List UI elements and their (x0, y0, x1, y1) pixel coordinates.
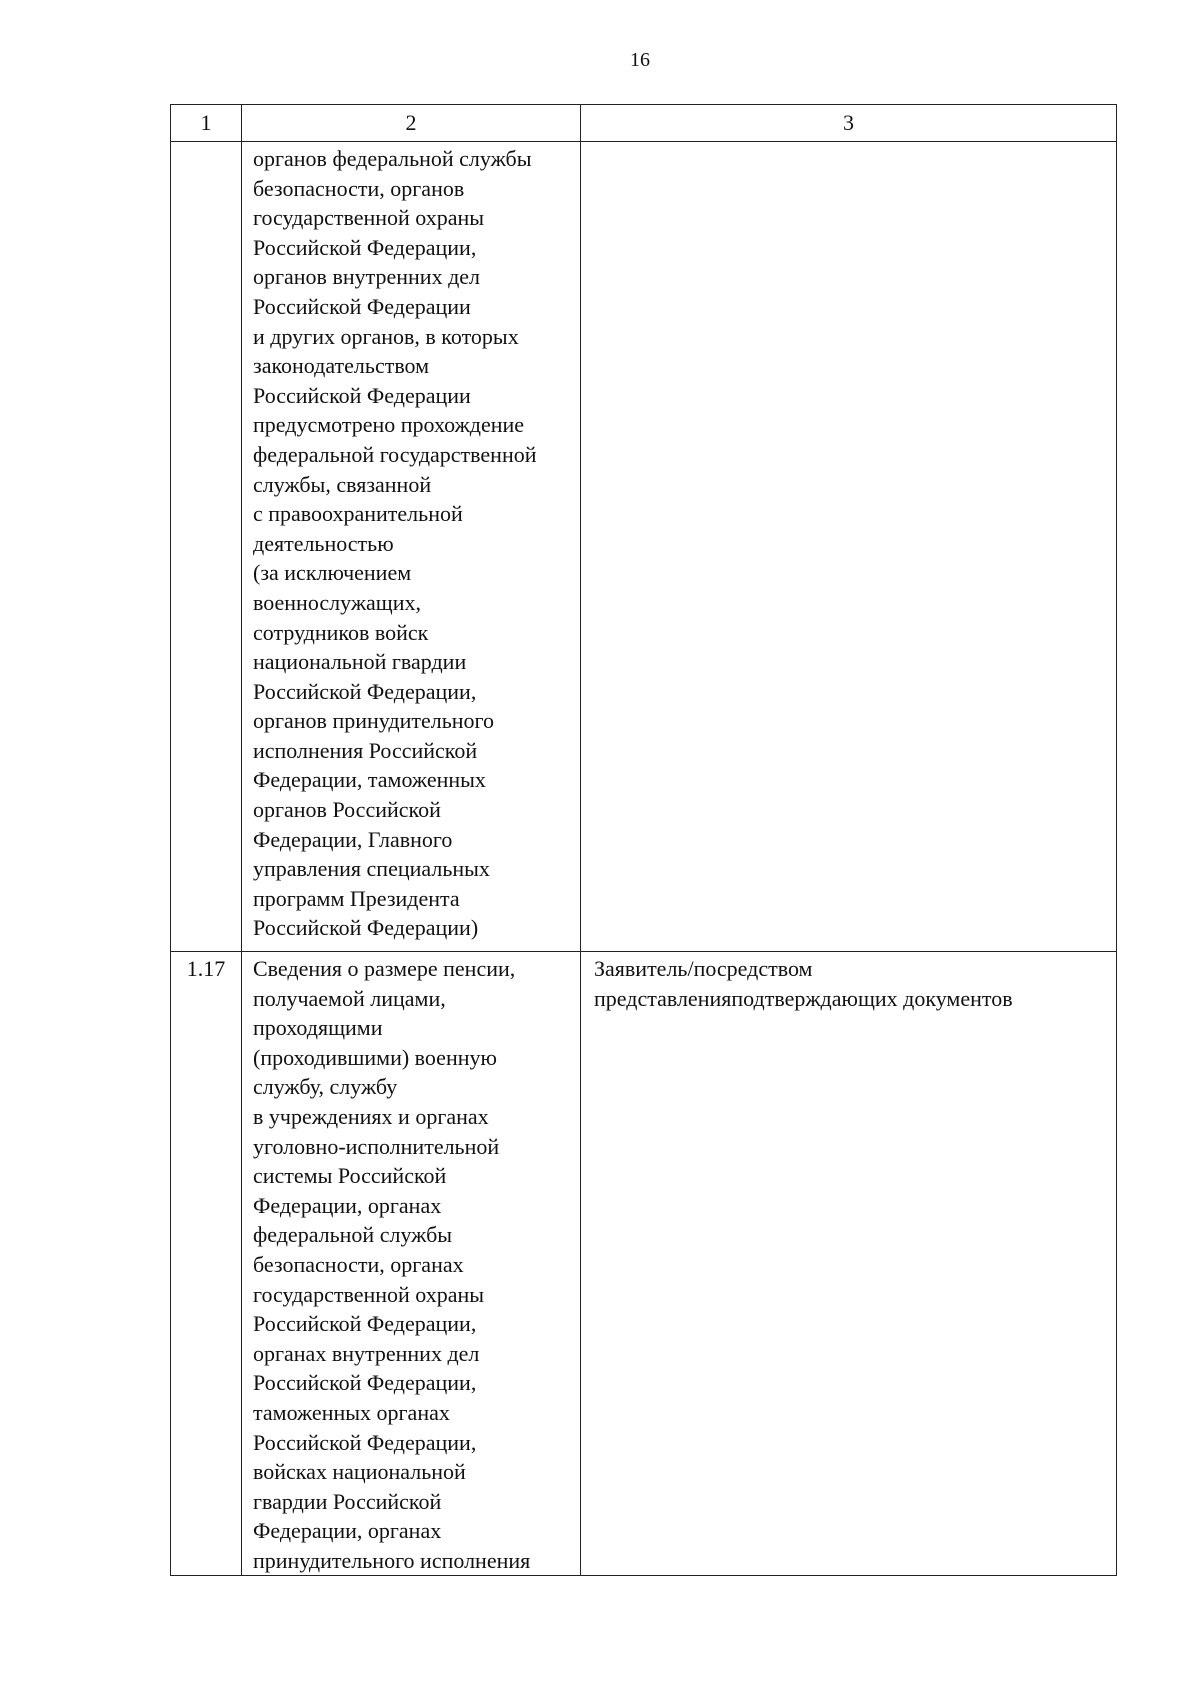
table-header-row (171, 105, 1117, 142)
description-line: уголовно-исполнительной (253, 1133, 500, 1159)
description-line: Российской Федерации (253, 293, 471, 319)
description-line: службы, связанной (253, 471, 432, 497)
description-line: Российской Федерации, (253, 1429, 477, 1455)
description-line: Федерации, Главного (253, 826, 453, 852)
description-line: безопасности, органов (253, 175, 465, 201)
description-line: Федерации, органах (253, 1192, 442, 1218)
description-line: службу, службу (253, 1074, 398, 1100)
description-line: сотрудников войск (253, 619, 429, 645)
page-number: 16 (630, 49, 650, 71)
description-line: принудительного исполнения (253, 1547, 531, 1573)
description-line: военнослужащих, (253, 589, 421, 615)
description-line: Российской Федерации, (253, 1370, 477, 1396)
description-line: (проходившими) военную (253, 1044, 497, 1070)
description-line: таможенных органах (253, 1399, 450, 1425)
description-line: национальной гвардии (253, 649, 467, 675)
description-line: системы Российской (253, 1163, 447, 1189)
description-line: в учреждениях и органах (253, 1103, 489, 1129)
source-line: подтверждающих документов (731, 985, 1013, 1011)
description-line: государственной охраны (253, 1281, 485, 1307)
description-line: Российской Федерации, (253, 1311, 477, 1337)
description-line: и других органов, в которых (253, 323, 519, 349)
description-line: с правоохранительной (253, 501, 463, 527)
description-line: деятельностью (253, 530, 394, 556)
description-line: органов принудительного (253, 708, 494, 734)
description-line: органах внутренних дел (253, 1340, 480, 1366)
row-source (581, 142, 1117, 952)
description-line: Федерации, таможенных (253, 767, 486, 793)
description-line: получаемой лицами, (253, 985, 446, 1011)
document-table (170, 104, 1117, 1576)
description-line: управления специальных (253, 856, 490, 882)
table-row (171, 952, 1117, 1576)
description-line: органов федеральной службы (253, 146, 532, 171)
row-source (581, 952, 1117, 1576)
description-line: Российской Федерации, (253, 234, 477, 260)
description-line: проходящими (253, 1015, 383, 1041)
row-description (242, 142, 581, 952)
description-line: Российской Федерации, (253, 678, 477, 704)
table-row (171, 142, 1117, 952)
description-line: органов внутренних дел (253, 264, 481, 290)
description-line: федеральной службы (253, 1222, 453, 1248)
column-header-1: 1 (171, 105, 242, 142)
description-line: гвардии Российской (253, 1488, 442, 1514)
description-line: войсках национальной (253, 1459, 466, 1485)
description-line: Сведения о размере пенсии, (253, 956, 516, 981)
column-header-3: 3 (581, 105, 1117, 142)
row-number (171, 142, 242, 952)
column-header-2: 2 (242, 105, 581, 142)
description-line: законодательством (253, 353, 430, 379)
source-line: Заявитель/посредством представления (594, 956, 813, 1011)
row-number: 1.17 (171, 952, 242, 1576)
row-description (242, 952, 581, 1576)
description-line: государственной охраны (253, 205, 485, 231)
description-line: Федерации, органах (253, 1518, 442, 1544)
description-line: Российской Федерации (253, 382, 471, 408)
description-line: предусмотрено прохождение (253, 412, 525, 438)
description-line: (за исключением (253, 560, 412, 586)
description-line: Российской Федерации) (253, 915, 479, 941)
description-line: органов Российской (253, 797, 441, 823)
description-line: исполнения Российской (253, 737, 478, 763)
description-line: безопасности, органах (253, 1251, 464, 1277)
description-line: программ Президента (253, 885, 460, 911)
description-line: федеральной государственной (253, 441, 537, 467)
